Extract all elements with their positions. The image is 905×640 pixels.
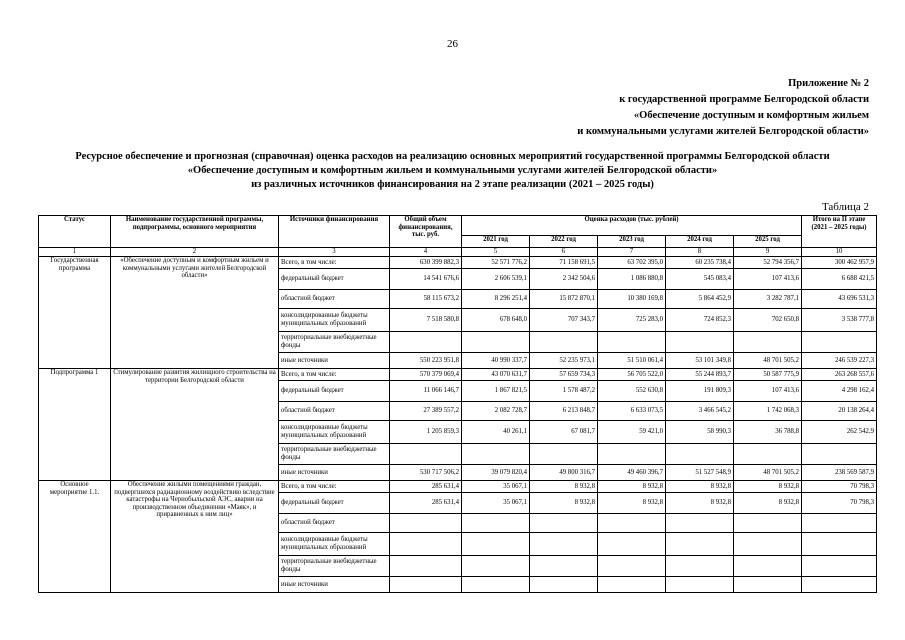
cell-total — [390, 514, 462, 533]
cell-2023: 59 421,0 — [598, 421, 666, 444]
cell-2021: 52 571 776,2 — [462, 257, 530, 269]
cell-2021 — [462, 577, 530, 593]
cell-2025 — [734, 514, 802, 533]
cell-source: иные источники — [279, 465, 390, 481]
cell-2021 — [462, 332, 530, 353]
cell-2023: 725 283,0 — [598, 309, 666, 332]
cell-status: Государственная программа — [39, 257, 111, 369]
cell-total: 7 518 580,8 — [390, 309, 462, 332]
table-row — [39, 369, 877, 381]
cell-source: областной бюджет — [279, 514, 390, 533]
cell-2023: 51 510 061,4 — [598, 353, 666, 369]
cell-source: иные источники — [279, 353, 390, 369]
cell-total: 570 379 069,4 — [390, 369, 462, 381]
cell-source: областной бюджет — [279, 290, 390, 309]
cell-2021: 35 067,1 — [462, 481, 530, 493]
cell-2022 — [530, 577, 598, 593]
cell-2022: 6 213 848,7 — [530, 402, 598, 421]
cell-2024 — [666, 556, 734, 577]
cell-2023: 56 705 522,0 — [598, 369, 666, 381]
cell-total — [390, 556, 462, 577]
cell-2022: 2 342 504,6 — [530, 269, 598, 290]
cell-2022: 52 235 973,1 — [530, 353, 598, 369]
cell-2025: 48 701 505,2 — [734, 353, 802, 369]
cell-2024: 58 990,3 — [666, 421, 734, 444]
cell-2024: 8 932,8 — [666, 481, 734, 493]
document-title — [30, 150, 875, 192]
header-year-2022: 2022 год — [530, 236, 598, 248]
cell-stage-total: 263 268 557,6 — [802, 369, 877, 381]
header-estimate: Оценка расходов (тыс. рублей) — [462, 216, 802, 236]
cell-name: Стимулирование развития жилищного строительства на территории Белгородской области — [111, 369, 279, 481]
cell-2023 — [598, 556, 666, 577]
cell-name: «Обеспечение доступным и комфортным жильем и коммунальными услугами жителей Белгородской области» — [111, 257, 279, 369]
cell-2021: 35 067,1 — [462, 493, 530, 514]
resource-table — [38, 215, 877, 593]
index-cell: 2 — [111, 248, 279, 257]
cell-source: федеральный бюджет — [279, 381, 390, 402]
cell-total: 530 717 506,2 — [390, 465, 462, 481]
cell-stage-total: 43 696 531,3 — [802, 290, 877, 309]
cell-2024: 60 235 738,4 — [666, 257, 734, 269]
cell-2022: 57 659 734,3 — [530, 369, 598, 381]
cell-2023: 63 702 395,0 — [598, 257, 666, 269]
cell-stage-total: 238 569 587,9 — [802, 465, 877, 481]
cell-stage-total — [802, 577, 877, 593]
cell-2022: 15 872 870,1 — [530, 290, 598, 309]
index-cell: 1 — [39, 248, 111, 257]
header-year-2023: 2023 год — [598, 236, 666, 248]
cell-source: Всего, в том числе: — [279, 257, 390, 269]
cell-2024 — [666, 444, 734, 465]
index-cell: 10 — [802, 248, 877, 257]
cell-stage-total — [802, 514, 877, 533]
cell-2021: 8 296 251,4 — [462, 290, 530, 309]
cell-stage-total: 246 539 227,3 — [802, 353, 877, 369]
cell-total — [390, 444, 462, 465]
cell-source: Всего, в том числе: — [279, 481, 390, 493]
cell-stage-total — [802, 332, 877, 353]
cell-name: Обеспечение жилыми помещениями граждан, подвергшихся радиационному воздействию вследствие катастрофы на Чернобыльской АЭС, аварии на производственном объединении «Маяк», и приравненных к ним лиц» — [111, 481, 279, 593]
table-row — [39, 257, 877, 269]
cell-total: 11 066 146,7 — [390, 381, 462, 402]
index-cell: 7 — [598, 248, 666, 257]
index-cell: 6 — [530, 248, 598, 257]
header-status: Статус — [39, 216, 111, 248]
cell-2021: 678 648,0 — [462, 309, 530, 332]
cell-2022: 8 932,8 — [530, 493, 598, 514]
cell-total: 1 205 859,3 — [390, 421, 462, 444]
table-label: Таблица 2 — [821, 201, 869, 213]
cell-2022 — [530, 514, 598, 533]
cell-2025 — [734, 556, 802, 577]
cell-2022: 8 932,8 — [530, 481, 598, 493]
cell-total: 285 631,4 — [390, 493, 462, 514]
cell-stage-total: 20 138 264,4 — [802, 402, 877, 421]
header-source: Источники финансирования — [279, 216, 390, 248]
title-line: «Обеспечение доступным и комфортным жильем и коммунальными услугами жителей Белгородской области» — [187, 165, 718, 176]
cell-stage-total: 4 298 162,4 — [802, 381, 877, 402]
cell-stage-total — [802, 533, 877, 556]
cell-2022 — [530, 444, 598, 465]
cell-2024: 545 083,4 — [666, 269, 734, 290]
cell-stage-total — [802, 556, 877, 577]
index-cell: 5 — [462, 248, 530, 257]
cell-total — [390, 332, 462, 353]
cell-2021: 2 606 539,1 — [462, 269, 530, 290]
cell-stage-total — [802, 444, 877, 465]
cell-total: 27 389 557,2 — [390, 402, 462, 421]
cell-total: 285 631,4 — [390, 481, 462, 493]
cell-2023: 6 633 073,5 — [598, 402, 666, 421]
cell-stage-total: 6 688 421,5 — [802, 269, 877, 290]
cell-2025: 48 701 505,2 — [734, 465, 802, 481]
cell-source: территориальные внебюджетные фонды — [279, 332, 390, 353]
cell-2021 — [462, 533, 530, 556]
cell-2023: 10 380 169,8 — [598, 290, 666, 309]
cell-2024 — [666, 577, 734, 593]
cell-2022: 71 158 691,5 — [530, 257, 598, 269]
cell-2023: 8 932,8 — [598, 481, 666, 493]
cell-2024: 191 809,3 — [666, 381, 734, 402]
appendix-line: и коммунальными услугами жителей Белгородской области» — [577, 126, 869, 137]
cell-2024 — [666, 332, 734, 353]
cell-2021: 40 990 337,7 — [462, 353, 530, 369]
appendix-line: к государственной программе Белгородской области — [619, 94, 869, 105]
cell-2023 — [598, 332, 666, 353]
cell-2025: 8 932,8 — [734, 493, 802, 514]
cell-2023: 49 460 396,7 — [598, 465, 666, 481]
cell-2024: 51 527 548,9 — [666, 465, 734, 481]
page-number: 26 — [447, 38, 458, 50]
cell-2024: 53 101 349,8 — [666, 353, 734, 369]
cell-source: консолидированные бюджеты муниципальных образований — [279, 309, 390, 332]
cell-2023 — [598, 533, 666, 556]
index-cell: 4 — [390, 248, 462, 257]
cell-total — [390, 577, 462, 593]
cell-2025: 52 794 356,7 — [734, 257, 802, 269]
cell-2023: 8 932,8 — [598, 493, 666, 514]
cell-2025: 3 282 787,1 — [734, 290, 802, 309]
cell-2022 — [530, 533, 598, 556]
cell-2021: 43 070 631,7 — [462, 369, 530, 381]
cell-2025 — [734, 332, 802, 353]
cell-stage-total: 300 462 957,9 — [802, 257, 877, 269]
cell-2023 — [598, 444, 666, 465]
appendix-line: Приложение № 2 — [788, 78, 869, 89]
appendix-line: «Обеспечение доступным и комфортным жильем — [633, 110, 869, 121]
cell-status: Основное мероприятие 1.1. — [39, 481, 111, 593]
cell-stage-total: 70 798,3 — [802, 493, 877, 514]
cell-source: консолидированные бюджеты муниципальных образований — [279, 533, 390, 556]
appendix-block — [449, 76, 869, 140]
title-line: из различных источников финансирования на 2 этапе реализации (2021 – 2025 годы) — [251, 179, 654, 190]
cell-total: 14 541 676,6 — [390, 269, 462, 290]
cell-2024 — [666, 533, 734, 556]
cell-2021: 1 867 821,5 — [462, 381, 530, 402]
header-year-2024: 2024 год — [666, 236, 734, 248]
cell-2023: 552 630,8 — [598, 381, 666, 402]
title-line: Ресурсное обеспечение и прогнозная (справочная) оценка расходов на реализацию основных мероприятий государственной программы Белгородской области — [75, 151, 830, 162]
header-year-2025: 2025 год — [734, 236, 802, 248]
cell-2025: 1 742 068,3 — [734, 402, 802, 421]
cell-total: 58 115 673,2 — [390, 290, 462, 309]
cell-source: территориальные внебюджетные фонды — [279, 556, 390, 577]
header-name: Наименование государственной программы, подпрограммы, основного мероприятия — [111, 216, 279, 248]
cell-2025: 107 413,6 — [734, 381, 802, 402]
cell-2024 — [666, 514, 734, 533]
cell-2024: 3 466 545,2 — [666, 402, 734, 421]
cell-2022: 707 343,7 — [530, 309, 598, 332]
header-stage-total: Итого на II этапе (2021 – 2025 годы) — [802, 216, 877, 248]
cell-status: Подпрограмма 1 — [39, 369, 111, 481]
cell-2024: 55 244 893,7 — [666, 369, 734, 381]
cell-source: Всего, в том числе: — [279, 369, 390, 381]
cell-total — [390, 533, 462, 556]
index-cell: 9 — [734, 248, 802, 257]
cell-stage-total: 70 798,3 — [802, 481, 877, 493]
header-total: Общий объем финансирования, тыс. руб. — [390, 216, 462, 248]
cell-2025 — [734, 444, 802, 465]
cell-source: иные источники — [279, 577, 390, 593]
cell-2025 — [734, 577, 802, 593]
cell-2021 — [462, 556, 530, 577]
cell-total: 630 399 882,3 — [390, 257, 462, 269]
cell-2025: 107 413,6 — [734, 269, 802, 290]
cell-source: консолидированные бюджеты муниципальных образований — [279, 421, 390, 444]
cell-2022 — [530, 556, 598, 577]
cell-2025: 36 788,8 — [734, 421, 802, 444]
cell-2025: 702 650,8 — [734, 309, 802, 332]
cell-source: федеральный бюджет — [279, 493, 390, 514]
cell-2024: 724 852,3 — [666, 309, 734, 332]
cell-2021 — [462, 444, 530, 465]
cell-source: областной бюджет — [279, 402, 390, 421]
cell-2023 — [598, 577, 666, 593]
cell-stage-total: 3 538 777,8 — [802, 309, 877, 332]
cell-2022: 67 081,7 — [530, 421, 598, 444]
index-row — [39, 248, 877, 257]
cell-2022: 49 800 316,7 — [530, 465, 598, 481]
cell-source: федеральный бюджет — [279, 269, 390, 290]
cell-source: территориальные внебюджетные фонды — [279, 444, 390, 465]
cell-2021: 40 261,1 — [462, 421, 530, 444]
cell-2025: 8 932,8 — [734, 481, 802, 493]
cell-2022: 1 578 487,2 — [530, 381, 598, 402]
index-cell: 3 — [279, 248, 390, 257]
cell-2024: 5 864 452,9 — [666, 290, 734, 309]
cell-2021 — [462, 514, 530, 533]
table-row — [39, 481, 877, 493]
cell-2023: 1 086 880,8 — [598, 269, 666, 290]
cell-2021: 2 082 728,7 — [462, 402, 530, 421]
table-body — [39, 257, 877, 593]
cell-stage-total: 262 542,9 — [802, 421, 877, 444]
header-year-2021: 2021 год — [462, 236, 530, 248]
cell-2023 — [598, 514, 666, 533]
cell-2025 — [734, 533, 802, 556]
cell-2021: 39 079 820,4 — [462, 465, 530, 481]
cell-2024: 8 932,8 — [666, 493, 734, 514]
index-cell: 8 — [666, 248, 734, 257]
cell-2025: 50 587 775,9 — [734, 369, 802, 381]
cell-2022 — [530, 332, 598, 353]
cell-total: 550 223 951,8 — [390, 353, 462, 369]
